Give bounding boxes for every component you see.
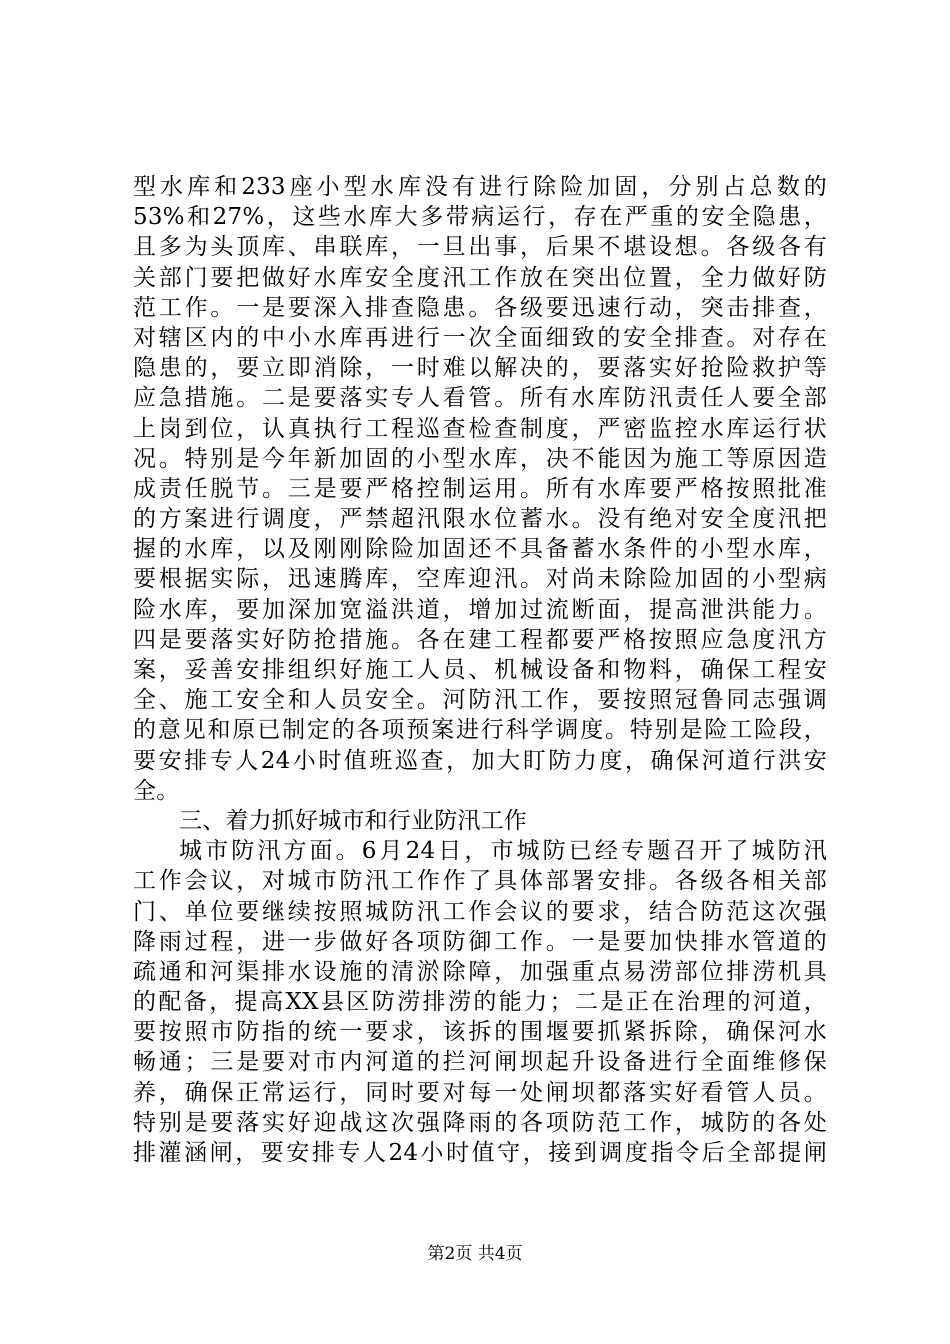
- paragraph-reservoir-safety: [133, 172, 827, 806]
- text-line: 全、施工安全和人员安全。河防汛工作，要按照冠鲁同志强调: [133, 687, 827, 714]
- page-footer: [0, 1242, 950, 1266]
- text-line: 排灌涵闸，要安排专人24小时值守，接到调度指令后全部提闸: [133, 1140, 827, 1166]
- text-line: 四是要落实好防抢措施。各在建工程都要严格按照应急度汛方: [133, 626, 827, 653]
- page-number-label: 第2页 共4页: [427, 1244, 523, 1264]
- text-line: 范工作。一是要深入排查隐患。各级要迅速行动，突击排查，: [133, 294, 827, 321]
- text-line: 全。: [133, 777, 180, 804]
- text-line: 案，妥善安排组织好施工人员、机械设备和物料，确保工程安: [133, 657, 827, 683]
- text-line: 的意见和原已制定的各项预案进行科学调度。特别是险工险段，: [133, 717, 827, 744]
- text-line: 养，确保正常运行，同时要对每一处闸坝都落实好看管人员。: [133, 1079, 827, 1106]
- text-line: 型水库和233座小型水库没有进行除险加固，分别占总数的: [133, 174, 827, 200]
- text-line: 况。特别是今年新加固的小型水库，决不能因为施工等原因造: [133, 445, 827, 472]
- text-line: 关部门要把做好水库安全度汛工作放在突出位置，全力做好防: [133, 264, 827, 291]
- text-line: 疏通和河渠排水设施的清淤除障，加强重点易涝部位排涝机具: [133, 958, 827, 985]
- text-line: 隐患的，要立即消除，一时难以解决的，要落实好抢险救护等: [133, 355, 827, 382]
- text-line: 要按照市防指的统一要求，该拆的围堰要抓紧拆除，确保河水: [133, 1019, 827, 1046]
- text-line: 且多为头顶库、串联库，一旦出事，后果不堪设想。各级各有: [133, 234, 827, 261]
- text-line: 险水库，要加深加宽溢洪道，增加过流断面，提高泄洪能力。: [133, 596, 827, 623]
- paragraph-city-flood-control: [133, 836, 827, 1168]
- text-line: 握的水库，以及刚刚除险加固还不具备蓄水条件的小型水库，: [133, 536, 827, 563]
- text-line: 应急措施。二是要落实专人看管。所有水库防汛责任人要全部: [133, 385, 827, 412]
- heading-text: 三、着力抓好城市和行业防汛工作: [179, 807, 527, 834]
- text-line: 门、单位要继续按照城防汛工作会议的要求，结合防范这次强: [133, 898, 827, 925]
- text-line: 要安排专人24小时值班巡查，加大盯防力度，确保河道行洪安: [133, 747, 827, 774]
- text-line: 要根据实际，迅速腾库，空库迎汛。对尚未除险加固的小型病: [133, 566, 827, 593]
- text-line: 特别是要落实好迎战这次强降雨的各项防范工作，城防的各处: [133, 1109, 827, 1136]
- text-line: 降雨过程，进一步做好各项防御工作。一是要加快排水管道的: [133, 928, 827, 955]
- document-body: [133, 172, 827, 1168]
- section-heading: [133, 806, 827, 836]
- text-line: 53%和27%，这些水库大多带病运行，存在严重的安全隐患，: [133, 204, 827, 231]
- text-line: 工作会议，对城市防汛工作作了具体部署安排。各级各相关部: [133, 868, 827, 895]
- text-line: 对辖区内的中小水库再进行一次全面细致的安全排查。对存在: [133, 324, 827, 351]
- text-line: 城市防汛方面。6月24日，市城防已经专题召开了城防汛: [179, 838, 827, 865]
- text-line: 的配备，提高XX县区防涝排涝的能力；二是正在治理的河道，: [133, 989, 827, 1016]
- text-line: 的方案进行调度，严禁超汛限水位蓄水。没有绝对安全度汛把: [133, 506, 827, 533]
- text-line: 成责任脱节。三是要严格控制运用。所有水库要严格按照批准: [133, 475, 827, 502]
- text-line: 上岗到位，认真执行工程巡查检查制度，严密监控水库运行状: [133, 415, 827, 442]
- text-line: 畅通；三是要对市内河道的拦河闸坝起升设备进行全面维修保: [133, 1049, 827, 1076]
